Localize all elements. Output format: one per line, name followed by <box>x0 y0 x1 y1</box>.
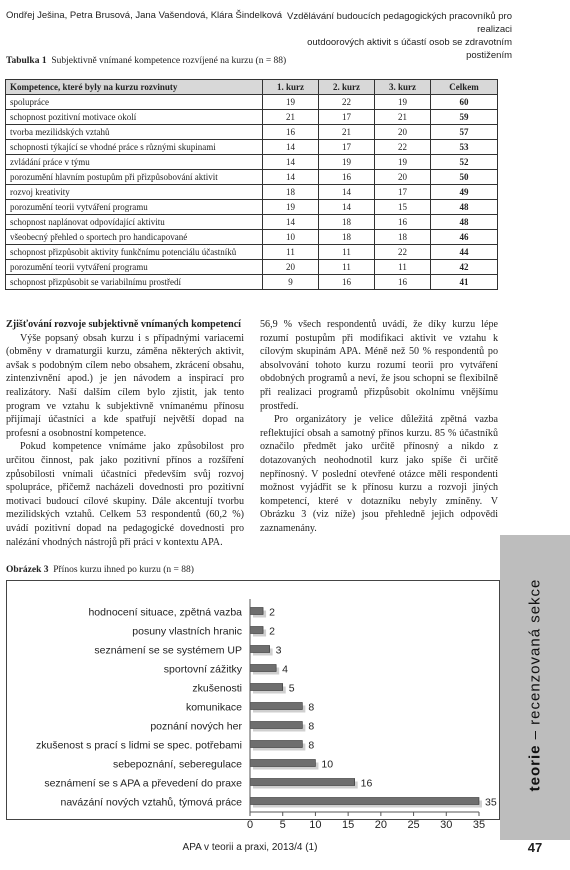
category-label: seznámení se s APA a převedení do praxe <box>44 777 242 790</box>
count-cell: 19 <box>375 155 431 170</box>
table-row <box>6 140 498 155</box>
count-cell: 20 <box>375 170 431 185</box>
count-cell: 20 <box>263 260 319 275</box>
table-body <box>6 95 498 290</box>
x-tick-label: 25 <box>407 819 420 831</box>
header-course3: 3. kurz <box>375 80 431 95</box>
header-competence: Kompetence, které byly na kurzu rozvinuty <box>6 80 263 95</box>
category-label: navázání nových vztahů, týmová práce <box>60 796 242 809</box>
total-cell: 52 <box>431 155 498 170</box>
count-cell: 18 <box>375 230 431 245</box>
right-column <box>260 318 498 536</box>
count-cell: 16 <box>319 275 375 290</box>
count-cell: 21 <box>375 110 431 125</box>
count-cell: 17 <box>375 185 431 200</box>
total-cell: 57 <box>431 125 498 140</box>
count-cell: 17 <box>319 110 375 125</box>
count-cell: 16 <box>375 275 431 290</box>
table-row <box>6 260 498 275</box>
data-label: 10 <box>321 758 334 771</box>
total-cell: 50 <box>431 170 498 185</box>
x-tick-label: 15 <box>342 819 355 831</box>
count-cell: 16 <box>319 170 375 185</box>
total-cell: 48 <box>431 215 498 230</box>
bar <box>250 646 270 653</box>
count-cell: 14 <box>263 140 319 155</box>
count-cell: 11 <box>319 245 375 260</box>
left-paragraph-1: Výše popsaný obsah kurzu i s případnými variacemi (obměny v dramaturgii kurzu, záměna některých aktivit, avšak s podobným cílem nebo obsahem, zkrácení obsahu, zintenzivnění apod.) je jen návodem a inspirací pro realizátory. Naší dalším cílem bylo zjistit, jak tento program ve vztahu k subjektivně vnímanému přínosu přijímají účastníci a kde spatřují největší dopad na profesní a osobnostní kompetence. <box>6 332 244 439</box>
count-cell: 19 <box>263 95 319 110</box>
total-cell: 59 <box>431 110 498 125</box>
right-paragraph-1: 56,9 % všech respondentů uvádí, že díky kurzu lépe rozumí postupům při modifikaci aktivit ve vztahu k cílovým skupinám APA. Méně než 50 % respondentů po absolvování tohoto kurzu rozumí teorii pro vytváření obdobných programů a neví, že jsou schopni se flexibilně při realizaci programů přizpůsobit okolnímu vnějšímu prostředí. <box>260 319 498 412</box>
table-row <box>6 110 498 125</box>
competence-cell: schopnost přizpůsobit se variabilnímu prostředí <box>6 275 263 290</box>
total-cell: 48 <box>431 200 498 215</box>
competence-cell: schopnosti týkající se vhodné práce s různými skupinami <box>6 140 263 155</box>
competence-cell: tvorba mezilidských vztahů <box>6 125 263 140</box>
count-cell: 18 <box>263 185 319 200</box>
category-label: komunikace <box>185 701 242 714</box>
count-cell: 19 <box>375 95 431 110</box>
category-label: sportovní zážitky <box>163 663 242 676</box>
count-cell: 16 <box>375 215 431 230</box>
table-row <box>6 200 498 215</box>
section-sidebar-label <box>527 579 544 792</box>
x-tick-label: 30 <box>440 819 453 831</box>
count-cell: 22 <box>319 95 375 110</box>
bar-chart <box>7 581 499 831</box>
category-label: sebepoznání, seberegulace <box>112 758 242 771</box>
count-cell: 16 <box>263 125 319 140</box>
count-cell: 18 <box>319 215 375 230</box>
total-cell: 41 <box>431 275 498 290</box>
data-label: 8 <box>308 701 315 714</box>
count-cell: 14 <box>263 170 319 185</box>
figure-label: Obrázek 3 <box>6 565 49 575</box>
data-label: 2 <box>269 606 275 619</box>
running-header-title <box>262 10 512 62</box>
bar <box>250 798 479 805</box>
total-cell: 49 <box>431 185 498 200</box>
figure-caption-text: Přínos kurzu ihned po kurzu (n = 88) <box>53 565 194 575</box>
competence-cell: rozvoj kreativity <box>6 185 263 200</box>
table-caption <box>6 56 286 66</box>
table-row <box>6 245 498 260</box>
count-cell: 11 <box>375 260 431 275</box>
competence-cell: schopnost naplánovat odpovídající aktivitu <box>6 215 263 230</box>
count-cell: 20 <box>375 125 431 140</box>
count-cell: 10 <box>263 230 319 245</box>
bar <box>250 760 315 767</box>
count-cell: 19 <box>263 200 319 215</box>
bar <box>250 665 276 672</box>
section-heading: Zjišťování rozvoje subjektivně vnímaných kompetencí <box>6 319 241 330</box>
count-cell: 22 <box>375 140 431 155</box>
footer-journal: APA v teorii a praxi, 2013/4 (1) <box>182 842 318 853</box>
left-column <box>6 318 244 549</box>
running-header-authors: Ondřej Ješina, Petra Brusová, Jana Vašendová, Klára Šindelková <box>6 10 283 21</box>
data-label: 35 <box>485 796 497 809</box>
x-tick-label: 10 <box>309 819 322 831</box>
table-row <box>6 230 498 245</box>
table-row <box>6 95 498 110</box>
bar <box>250 608 263 615</box>
count-cell: 19 <box>319 155 375 170</box>
bar <box>250 684 283 691</box>
count-cell: 22 <box>375 245 431 260</box>
table-row <box>6 185 498 200</box>
running-header-title-line1: Vzdělávání budoucích pedagogických pracovníků pro realizaci <box>287 11 512 35</box>
table-caption-text: Subjektivně vnímané kompetence rozvíjené na kurzu (n = 88) <box>51 56 287 66</box>
bar <box>250 741 302 748</box>
competence-cell: zvládání práce v týmu <box>6 155 263 170</box>
count-cell: 14 <box>319 200 375 215</box>
table-row <box>6 125 498 140</box>
x-tick-label: 35 <box>472 819 486 831</box>
sidebar-section-rest: – recenzovaná sekce <box>526 578 544 745</box>
right-paragraph-2: Pro organizátory je velice důležitá zpětná vazba reflektující obsah a samotný přínos kurzu. 85 % účastníků označilo předmět jako určitě přínosný a nikdo z dotazovaných neohodnotil kurz jako spíše či určitě nepřínosný. V poslední otevřené otázce měli respondenti možnost vyjádřit se k přínosu kurzu a rozvoji jiných kompetencí, které v dotazníku nebyly zmíněny. V Obrázku 3 (viz níže) jsou přehledně jejich odpovědi zaznamenány. <box>260 414 498 534</box>
data-label: 3 <box>275 644 282 657</box>
data-label: 4 <box>282 663 289 676</box>
x-tick-label: 5 <box>279 819 286 831</box>
bar <box>250 779 355 786</box>
table-label: Tabulka 1 <box>6 56 47 66</box>
bar <box>250 703 302 710</box>
header-total: Celkem <box>431 80 498 95</box>
header-course2: 2. kurz <box>319 80 375 95</box>
count-cell: 17 <box>319 140 375 155</box>
competence-table <box>5 79 498 290</box>
bar <box>250 627 263 634</box>
data-label: 2 <box>269 625 275 638</box>
competence-cell: schopnost přizpůsobit aktivity funkčnímu potenciálu účastníků <box>6 245 263 260</box>
count-cell: 15 <box>375 200 431 215</box>
competence-cell: porozumění hlavním postupům při přizpůsobování aktivit <box>6 170 263 185</box>
competence-cell: porozumění teorii vytváření programu <box>6 200 263 215</box>
left-paragraph-2: Pokud kompetence vnímáme jako způsobilost pro určitou činnost, pak jako pozitivní přínos a rozšíření způsobilosti vnímali účastníci především svůj rozvoj spolupráce, přičemž nacházeli dovednosti pro pozitivní motivaci budoucí cílové skupiny. Dále akcentují tvorbu mezilidských vztahů. Celkem 53 respondentů (60,2 %) uvádí pozitivní dopad na pedagogické dovednosti pro nalézání vhodných nástrojů při práci v kontextu APA. <box>6 441 244 548</box>
category-label: hodnocení situace, zpětná vazba <box>88 606 242 619</box>
table-header-row <box>6 80 498 95</box>
competence-cell: porozumění teorii vytváření programu <box>6 260 263 275</box>
count-cell: 11 <box>319 260 375 275</box>
count-cell: 9 <box>263 275 319 290</box>
count-cell: 14 <box>319 185 375 200</box>
total-cell: 60 <box>431 95 498 110</box>
figure-caption <box>6 565 194 575</box>
data-label: 8 <box>308 720 315 733</box>
page-number: 47 <box>527 840 543 855</box>
total-cell: 42 <box>431 260 498 275</box>
data-label: 16 <box>360 777 373 790</box>
bar <box>250 722 302 729</box>
table-row <box>6 170 498 185</box>
category-label: zkušenosti <box>192 682 242 695</box>
count-cell: 14 <box>263 215 319 230</box>
x-tick-label: 0 <box>246 819 254 831</box>
count-cell: 18 <box>319 230 375 245</box>
category-label: seznámení se se systémem UP <box>94 644 242 657</box>
table-row <box>6 215 498 230</box>
sidebar-section-bold: teorie <box>526 744 544 792</box>
data-label: 8 <box>308 739 315 752</box>
header-course1: 1. kurz <box>263 80 319 95</box>
category-label: poznání nových her <box>150 720 242 733</box>
x-tick-label: 20 <box>374 819 387 831</box>
competence-cell: schopnost pozitivní motivace okolí <box>6 110 263 125</box>
data-label: 5 <box>288 682 295 695</box>
count-cell: 11 <box>263 245 319 260</box>
table-row <box>6 155 498 170</box>
table-row <box>6 275 498 290</box>
competence-cell: všeobecný přehled o sportech pro handicapované <box>6 230 263 245</box>
figure-frame <box>6 580 500 831</box>
running-header-title-line2: outdoorových aktivit s účastí osob se zdravotním postižením <box>307 37 512 61</box>
total-cell: 53 <box>431 140 498 155</box>
category-label: zkušenost s prací s lidmi se spec. potřebami <box>35 739 242 752</box>
category-label: posuny vlastních hranic <box>132 625 242 638</box>
count-cell: 14 <box>263 155 319 170</box>
count-cell: 21 <box>263 110 319 125</box>
total-cell: 44 <box>431 245 498 260</box>
competence-cell: spolupráce <box>6 95 263 110</box>
count-cell: 21 <box>319 125 375 140</box>
total-cell: 46 <box>431 230 498 245</box>
